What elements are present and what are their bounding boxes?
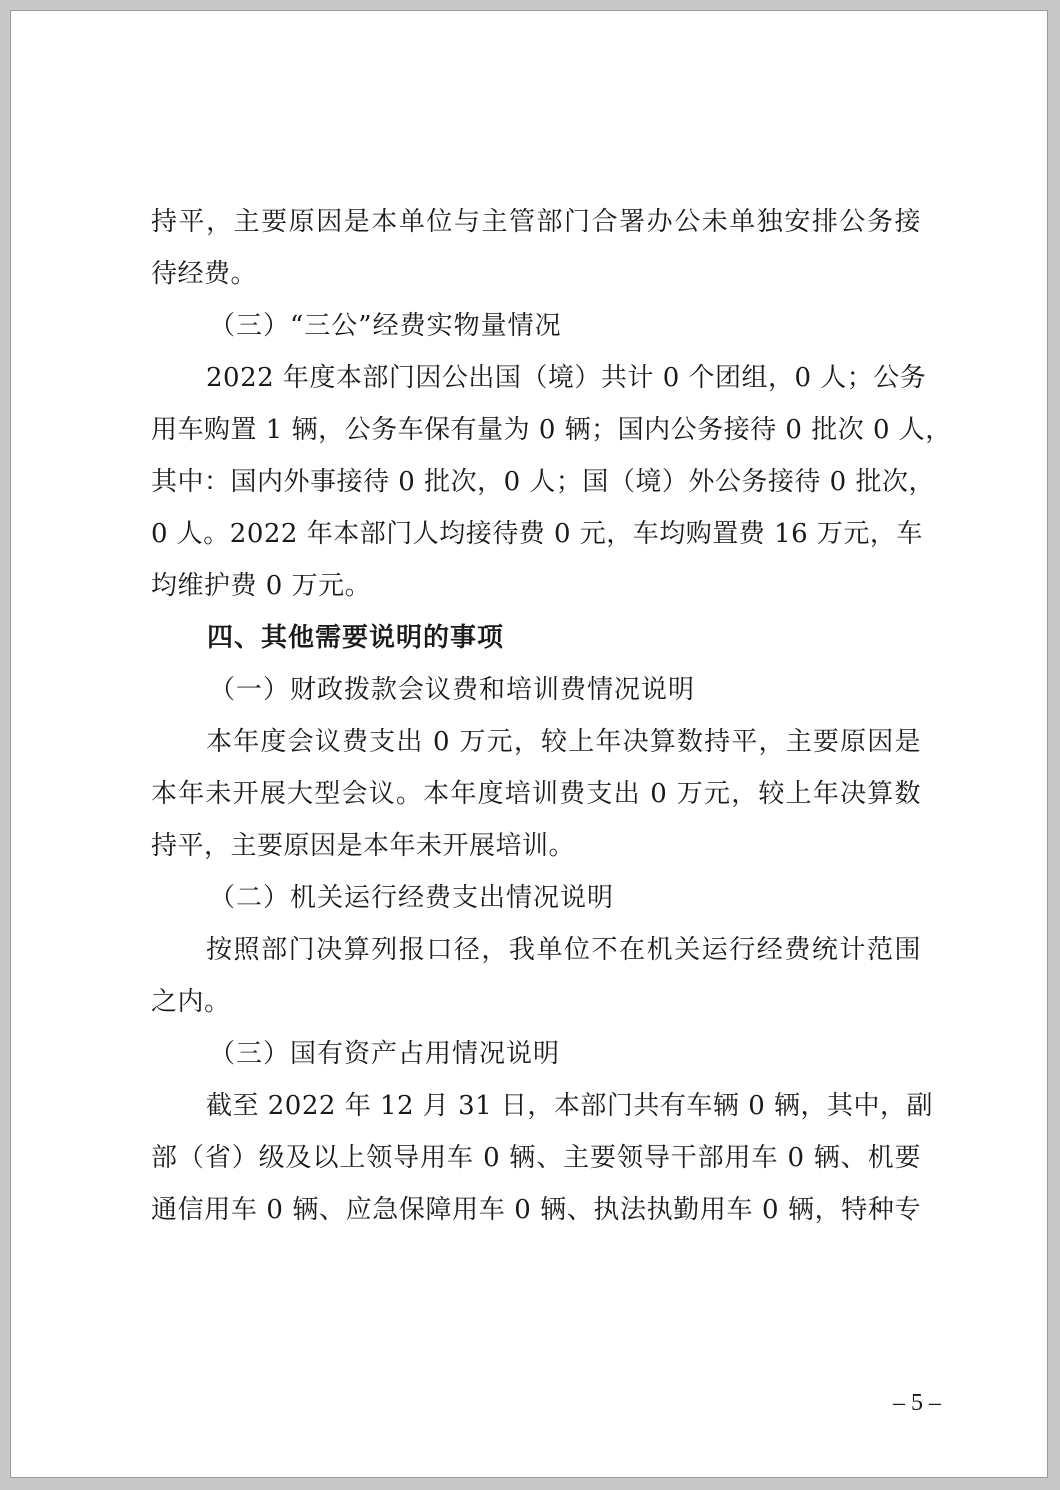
paragraph-line: 按照部门决算列报口径，我单位不在机关运行经费统计范围 <box>206 935 921 965</box>
paragraph-line: 其中：国内外事接待 0 批次，0 人；国（境）外公务接待 0 批次， <box>151 467 935 497</box>
paragraph-line: 待经费。 <box>151 259 258 289</box>
paragraph-line: 2022 年度本部门因公出国（境）共计 0 个团组，0 人；公务 <box>206 363 927 393</box>
paragraph-line: 持平，主要原因是本年未开展培训。 <box>151 831 576 861</box>
paragraph-line: 本年度会议费支出 0 万元，较上年决算数持平，主要原因是 <box>206 727 921 757</box>
section-subheading: （三）“三公”经费实物量情况 <box>209 311 562 341</box>
paragraph-line: 通信用车 0 辆、应急保障用车 0 辆、执法执勤用车 0 辆，特种专 <box>151 1195 921 1225</box>
paragraph-line: 持平，主要原因是本单位与主管部门合署办公未单独安排公务接 <box>151 207 921 237</box>
paragraph-line: 截至 2022 年 12 月 31 日，本部门共有车辆 0 辆，其中，副 <box>206 1091 933 1121</box>
paragraph-line: 部（省）级及以上领导用车 0 辆、主要领导干部用车 0 辆、机要 <box>151 1143 921 1173</box>
paragraph-line: 本年未开展大型会议。本年度培训费支出 0 万元，较上年决算数 <box>151 779 921 809</box>
paragraph-line: 用车购置 1 辆，公务车保有量为 0 辆；国内公务接待 0 批次 0 人， <box>151 415 952 445</box>
section-subheading: （二）机关运行经费支出情况说明 <box>209 883 615 913</box>
paragraph-line: 0 人。2022 年本部门人均接待费 0 元，车均购置费 16 万元，车 <box>151 519 923 549</box>
section-heading: 四、其他需要说明的事项 <box>207 623 505 653</box>
page-number: – 5 – <box>893 1390 941 1416</box>
document-page <box>10 10 1048 1478</box>
paragraph-line: 之内。 <box>151 987 231 1017</box>
section-subheading: （一）财政拨款会议费和培训费情况说明 <box>209 675 696 705</box>
paragraph-line: 均维护费 0 万元。 <box>151 571 372 601</box>
section-subheading: （三）国有资产占用情况说明 <box>209 1039 561 1069</box>
